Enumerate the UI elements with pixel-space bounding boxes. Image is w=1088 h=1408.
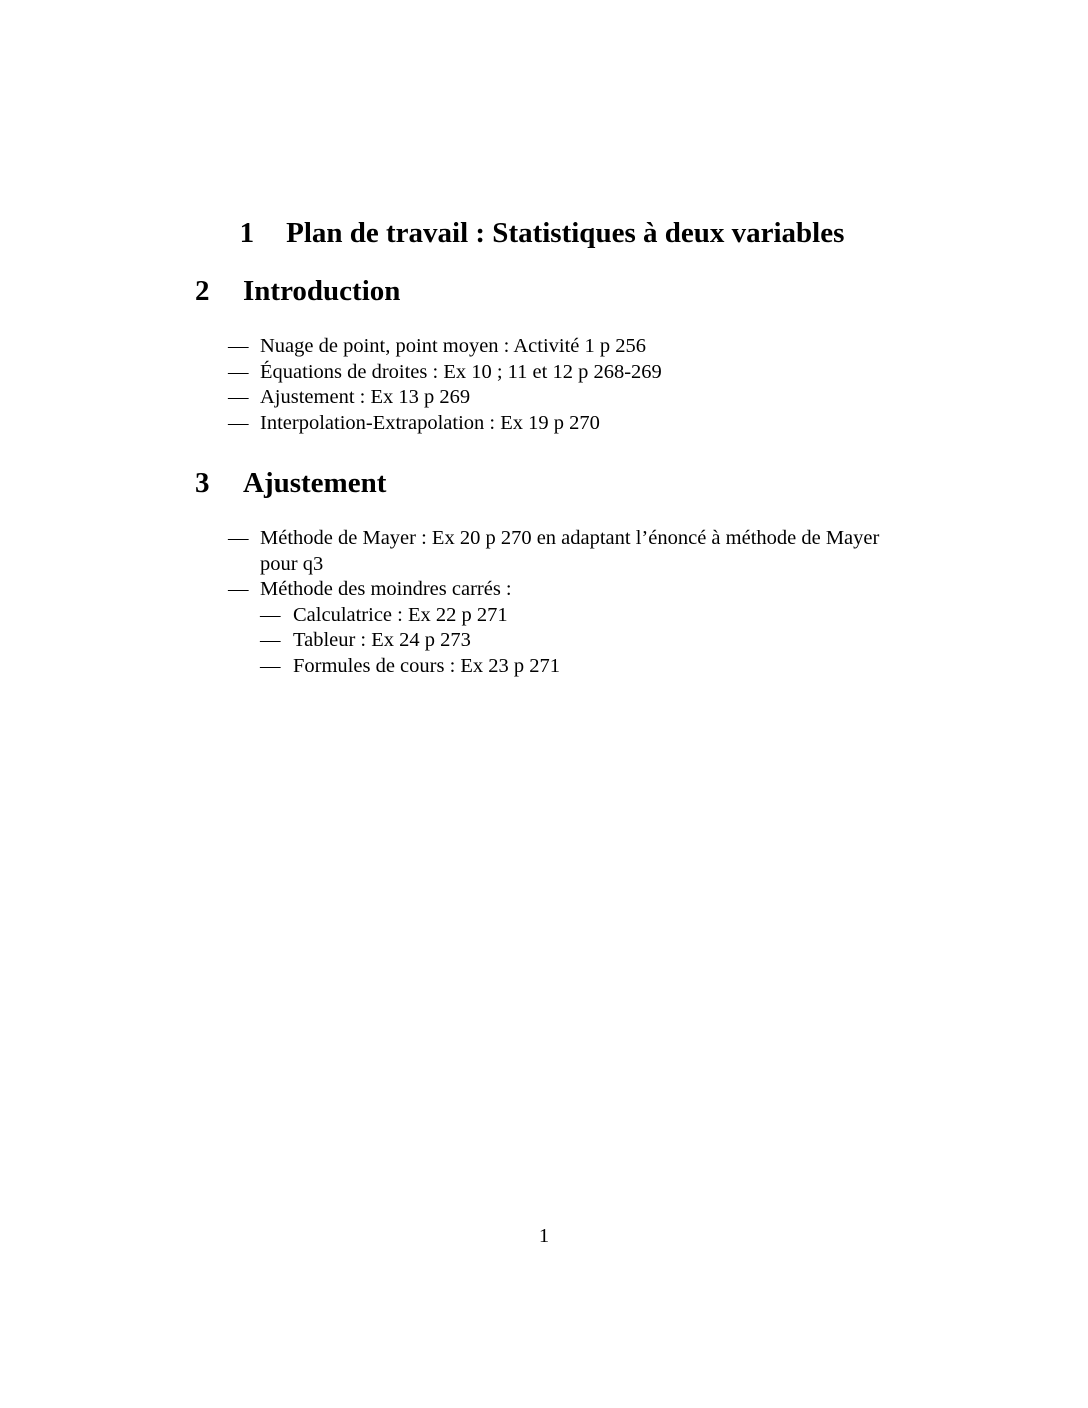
list-item-text: Nuage de point, point moyen : Activité 1 p 256 [260,335,647,357]
dash-marker: — [228,578,249,600]
dash-marker: — [260,629,281,651]
dash-marker: — [228,386,249,408]
document-title [222,214,862,252]
page-number: 1 [538,1225,550,1247]
list-item-text: Interpolation-Extrapolation : Ex 19 p 270 [260,411,600,434]
list-item [228,526,889,577]
list-item [228,334,889,360]
introduction-list [195,334,889,436]
dash-marker: — [228,335,249,357]
list-item [228,385,889,411]
section-heading-introduction [195,274,889,308]
section-ajustement [195,466,889,679]
document-title-text: Plan de travail : Statistiques à deux variables [286,217,845,249]
sublist-item-text: Tableur : Ex 24 p 273 [293,629,471,651]
dash-marker: — [228,411,249,434]
text-block [195,0,889,679]
list-item-body [260,577,889,679]
list-item-text: Ajustement : Ex 13 p 269 [260,386,471,408]
sublist-item-text: Formules de cours : Ex 23 p 271 [293,654,561,677]
sublist-item [260,603,889,629]
dash-marker: — [260,603,281,626]
title-section-number: 1 [239,217,255,249]
sublist-item [260,654,889,680]
list-item-text: Méthode de Mayer : Ex 20 p 270 en adaptant l’énoncé à méthode de Mayer pour q3 [260,527,880,575]
section-heading-text: Ajustement [243,467,387,499]
section-number: 2 [195,275,210,307]
list-item [228,360,889,386]
sublist-item-text: Calculatrice : Ex 22 p 271 [293,603,508,626]
dash-marker: — [260,654,281,677]
dash-marker: — [228,527,249,549]
list-item [228,577,889,679]
sublist-item [260,628,889,654]
ajustement-list [195,526,889,679]
list-item-text: Équations de droites : Ex 10 ; 11 et 12 p 268-269 [260,360,662,383]
section-heading-text: Introduction [243,275,401,307]
section-number: 3 [195,467,210,499]
section-introduction [195,274,889,436]
moindres-carres-sublist [260,603,889,680]
list-item [228,411,889,437]
list-item-text: Méthode des moindres carrés : [260,578,512,600]
dash-marker: — [228,360,249,383]
section-heading-ajustement [195,466,889,500]
